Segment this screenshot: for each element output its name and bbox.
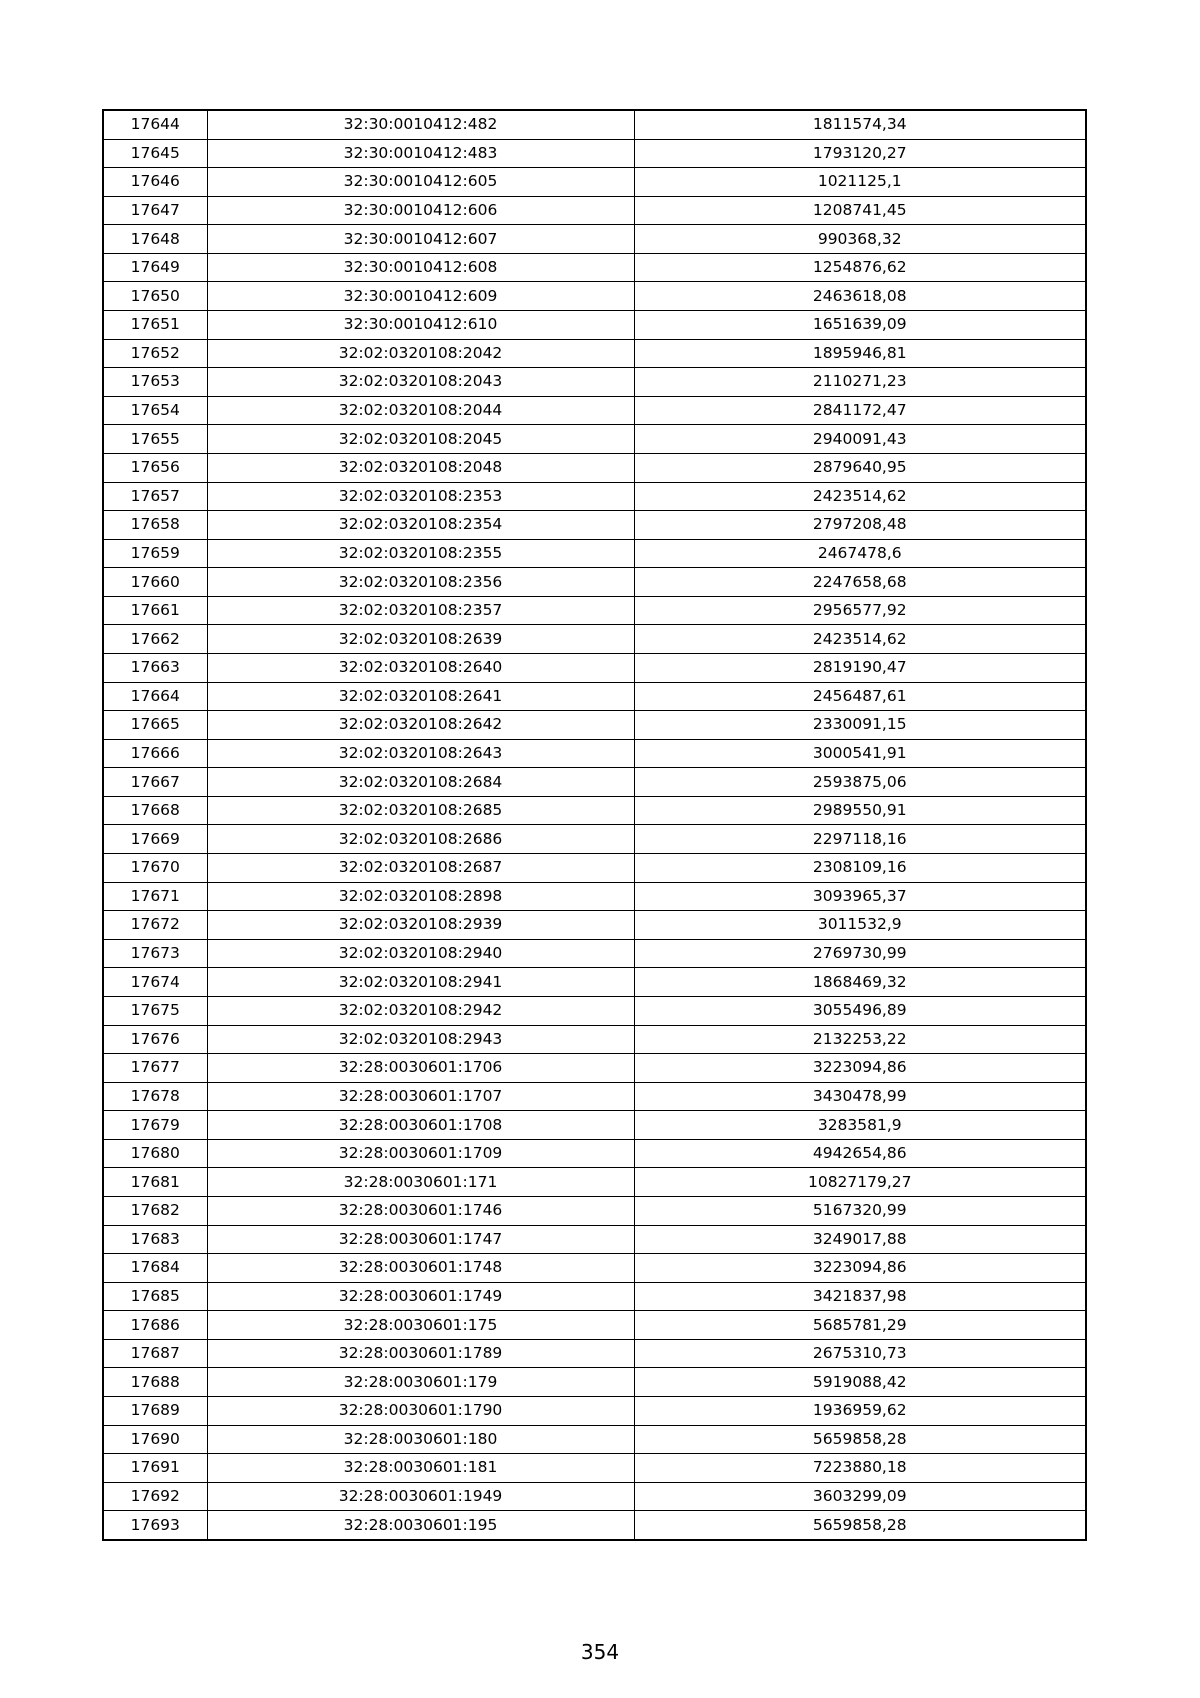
row-number-cell: 17687 — [103, 1339, 207, 1368]
page-number: 354 — [580, 1640, 620, 1664]
table-row — [103, 425, 1086, 454]
row-number-cell: 17692 — [103, 1482, 207, 1511]
table-row — [103, 596, 1086, 625]
table-row — [103, 653, 1086, 682]
row-number-cell: 17654 — [103, 396, 207, 425]
cadastral-number-cell: 32:28:0030601:1708 — [207, 1111, 634, 1140]
cadastral-number-cell: 32:28:0030601:195 — [207, 1511, 634, 1540]
cadastral-value-cell: 2423514,62 — [634, 625, 1086, 654]
cadastral-value-cell: 2463618,08 — [634, 282, 1086, 311]
cadastral-number-cell: 32:02:0320108:2640 — [207, 653, 634, 682]
table-body — [103, 110, 1086, 1540]
cadastral-value-cell: 3093965,37 — [634, 882, 1086, 911]
row-number-cell: 17659 — [103, 539, 207, 568]
cadastral-number-cell: 32:28:0030601:1789 — [207, 1339, 634, 1368]
table-row — [103, 253, 1086, 282]
table-row — [103, 511, 1086, 540]
cadastral-value-cell: 7223880,18 — [634, 1454, 1086, 1483]
row-number-cell: 17693 — [103, 1511, 207, 1540]
cadastral-value-cell: 4942654,86 — [634, 1139, 1086, 1168]
cadastral-value-cell: 2956577,92 — [634, 596, 1086, 625]
row-number-cell: 17674 — [103, 968, 207, 997]
cadastral-value-cell: 1021125,1 — [634, 168, 1086, 197]
cadastral-value-cell: 1895946,81 — [634, 339, 1086, 368]
table-row — [103, 711, 1086, 740]
row-number-cell: 17644 — [103, 110, 207, 139]
cadastral-number-cell: 32:02:0320108:2641 — [207, 682, 634, 711]
row-number-cell: 17651 — [103, 311, 207, 340]
cadastral-number-cell: 32:28:0030601:1790 — [207, 1397, 634, 1426]
row-number-cell: 17666 — [103, 739, 207, 768]
row-number-cell: 17656 — [103, 453, 207, 482]
table-row — [103, 739, 1086, 768]
cadastral-value-cell: 3430478,99 — [634, 1082, 1086, 1111]
table-row — [103, 1425, 1086, 1454]
cadastral-value-cell: 3055496,89 — [634, 996, 1086, 1025]
row-number-cell: 17677 — [103, 1054, 207, 1083]
table-row — [103, 1282, 1086, 1311]
table-row — [103, 368, 1086, 397]
cadastral-number-cell: 32:30:0010412:609 — [207, 282, 634, 311]
cadastral-value-cell: 2110271,23 — [634, 368, 1086, 397]
table-row — [103, 1254, 1086, 1283]
cadastral-value-cell: 3249017,88 — [634, 1225, 1086, 1254]
table-row — [103, 1054, 1086, 1083]
row-number-cell: 17675 — [103, 996, 207, 1025]
cadastral-number-cell: 32:02:0320108:2044 — [207, 396, 634, 425]
row-number-cell: 17645 — [103, 139, 207, 168]
cadastral-number-cell: 32:30:0010412:482 — [207, 110, 634, 139]
table-row — [103, 1368, 1086, 1397]
row-number-cell: 17671 — [103, 882, 207, 911]
table-row — [103, 825, 1086, 854]
cadastral-value-cell: 5659858,28 — [634, 1425, 1086, 1454]
row-number-cell: 17655 — [103, 425, 207, 454]
cadastral-value-cell: 2675310,73 — [634, 1339, 1086, 1368]
cadastral-number-cell: 32:02:0320108:2642 — [207, 711, 634, 740]
cadastral-value-cell: 5919088,42 — [634, 1368, 1086, 1397]
row-number-cell: 17647 — [103, 196, 207, 225]
cadastral-number-cell: 32:30:0010412:608 — [207, 253, 634, 282]
cadastral-value-cell: 2769730,99 — [634, 939, 1086, 968]
cadastral-value-cell: 2456487,61 — [634, 682, 1086, 711]
cadastral-value-cell: 2467478,6 — [634, 539, 1086, 568]
table-row — [103, 311, 1086, 340]
cadastral-number-cell: 32:02:0320108:2357 — [207, 596, 634, 625]
cadastral-number-cell: 32:28:0030601:1749 — [207, 1282, 634, 1311]
cadastral-number-cell: 32:28:0030601:171 — [207, 1168, 634, 1197]
table-row — [103, 168, 1086, 197]
cadastral-value-cell: 2247658,68 — [634, 568, 1086, 597]
row-number-cell: 17672 — [103, 911, 207, 940]
table-row — [103, 1225, 1086, 1254]
cadastral-number-cell: 32:28:0030601:180 — [207, 1425, 634, 1454]
row-number-cell: 17665 — [103, 711, 207, 740]
cadastral-number-cell: 32:02:0320108:2043 — [207, 368, 634, 397]
table-row — [103, 996, 1086, 1025]
cadastral-number-cell: 32:02:0320108:2898 — [207, 882, 634, 911]
table-row — [103, 1111, 1086, 1140]
row-number-cell: 17676 — [103, 1025, 207, 1054]
cadastral-number-cell: 32:28:0030601:1747 — [207, 1225, 634, 1254]
cadastral-number-cell: 32:28:0030601:1706 — [207, 1054, 634, 1083]
table-row — [103, 539, 1086, 568]
cadastral-number-cell: 32:02:0320108:2686 — [207, 825, 634, 854]
cadastral-value-cell: 3603299,09 — [634, 1482, 1086, 1511]
row-number-cell: 17661 — [103, 596, 207, 625]
row-number-cell: 17658 — [103, 511, 207, 540]
cadastral-value-cell: 3421837,98 — [634, 1282, 1086, 1311]
row-number-cell: 17657 — [103, 482, 207, 511]
cadastral-value-cell: 1793120,27 — [634, 139, 1086, 168]
cadastral-value-cell: 1868469,32 — [634, 968, 1086, 997]
row-number-cell: 17682 — [103, 1196, 207, 1225]
row-number-cell: 17683 — [103, 1225, 207, 1254]
table-row — [103, 568, 1086, 597]
table-row — [103, 1311, 1086, 1340]
row-number-cell: 17684 — [103, 1254, 207, 1283]
row-number-cell: 17685 — [103, 1282, 207, 1311]
cadastral-number-cell: 32:28:0030601:175 — [207, 1311, 634, 1340]
row-number-cell: 17664 — [103, 682, 207, 711]
table-row — [103, 1511, 1086, 1540]
table-row — [103, 196, 1086, 225]
table-row — [103, 110, 1086, 139]
row-number-cell: 17691 — [103, 1454, 207, 1483]
table-row — [103, 911, 1086, 940]
row-number-cell: 17681 — [103, 1168, 207, 1197]
table-row — [103, 1397, 1086, 1426]
row-number-cell: 17690 — [103, 1425, 207, 1454]
table-row — [103, 796, 1086, 825]
row-number-cell: 17673 — [103, 939, 207, 968]
table-row — [103, 1025, 1086, 1054]
row-number-cell: 17668 — [103, 796, 207, 825]
cadastral-number-cell: 32:28:0030601:181 — [207, 1454, 634, 1483]
cadastral-number-cell: 32:02:0320108:2639 — [207, 625, 634, 654]
row-number-cell: 17688 — [103, 1368, 207, 1397]
cadastral-number-cell: 32:02:0320108:2939 — [207, 911, 634, 940]
cadastral-number-cell: 32:30:0010412:605 — [207, 168, 634, 197]
cadastral-value-cell: 2297118,16 — [634, 825, 1086, 854]
table-row — [103, 282, 1086, 311]
table-row — [103, 1454, 1086, 1483]
cadastral-number-cell: 32:28:0030601:179 — [207, 1368, 634, 1397]
cadastral-value-cell: 2132253,22 — [634, 1025, 1086, 1054]
table-row — [103, 882, 1086, 911]
cadastral-number-cell: 32:30:0010412:483 — [207, 139, 634, 168]
table-row — [103, 453, 1086, 482]
row-number-cell: 17660 — [103, 568, 207, 597]
cadastral-number-cell: 32:02:0320108:2687 — [207, 854, 634, 883]
row-number-cell: 17667 — [103, 768, 207, 797]
row-number-cell: 17648 — [103, 225, 207, 254]
table-row — [103, 1168, 1086, 1197]
cadastral-value-cell: 1936959,62 — [634, 1397, 1086, 1426]
cadastral-number-cell: 32:02:0320108:2354 — [207, 511, 634, 540]
cadastral-number-cell: 32:02:0320108:2042 — [207, 339, 634, 368]
table-row — [103, 339, 1086, 368]
row-number-cell: 17662 — [103, 625, 207, 654]
row-number-cell: 17689 — [103, 1397, 207, 1426]
cadastral-value-cell: 2308109,16 — [634, 854, 1086, 883]
cadastral-value-cell: 2879640,95 — [634, 453, 1086, 482]
row-number-cell: 17678 — [103, 1082, 207, 1111]
cadastral-number-cell: 32:02:0320108:2045 — [207, 425, 634, 454]
cadastral-number-cell: 32:02:0320108:2684 — [207, 768, 634, 797]
cadastral-value-cell: 10827179,27 — [634, 1168, 1086, 1197]
cadastral-value-cell: 990368,32 — [634, 225, 1086, 254]
cadastral-value-cell: 3223094,86 — [634, 1054, 1086, 1083]
cadastral-value-cell: 1651639,09 — [634, 311, 1086, 340]
table-row — [103, 854, 1086, 883]
row-number-cell: 17680 — [103, 1139, 207, 1168]
row-number-cell: 17649 — [103, 253, 207, 282]
table-row — [103, 225, 1086, 254]
row-number-cell: 17646 — [103, 168, 207, 197]
cadastral-value-cell: 3283581,9 — [634, 1111, 1086, 1140]
row-number-cell: 17653 — [103, 368, 207, 397]
row-number-cell: 17663 — [103, 653, 207, 682]
cadastral-number-cell: 32:28:0030601:1949 — [207, 1482, 634, 1511]
cadastral-value-cell: 2330091,15 — [634, 711, 1086, 740]
table-row — [103, 1482, 1086, 1511]
cadastral-number-cell: 32:02:0320108:2643 — [207, 739, 634, 768]
cadastral-value-cell: 2423514,62 — [634, 482, 1086, 511]
cadastral-value-cell: 2841172,47 — [634, 396, 1086, 425]
cadastral-value-cell: 2797208,48 — [634, 511, 1086, 540]
cadastral-number-cell: 32:28:0030601:1709 — [207, 1139, 634, 1168]
row-number-cell: 17650 — [103, 282, 207, 311]
cadastral-number-cell: 32:02:0320108:2942 — [207, 996, 634, 1025]
table-row — [103, 939, 1086, 968]
table-row — [103, 1082, 1086, 1111]
cadastral-number-cell: 32:30:0010412:606 — [207, 196, 634, 225]
cadastral-number-cell: 32:02:0320108:2941 — [207, 968, 634, 997]
cadastral-value-cell: 2593875,06 — [634, 768, 1086, 797]
cadastral-value-cell: 1254876,62 — [634, 253, 1086, 282]
table-row — [103, 625, 1086, 654]
cadastral-value-cell: 1208741,45 — [634, 196, 1086, 225]
row-number-cell: 17652 — [103, 339, 207, 368]
cadastral-number-cell: 32:28:0030601:1707 — [207, 1082, 634, 1111]
row-number-cell: 17670 — [103, 854, 207, 883]
table-row — [103, 768, 1086, 797]
cadastral-value-cell: 3223094,86 — [634, 1254, 1086, 1283]
cadastral-value-cell: 2819190,47 — [634, 653, 1086, 682]
cadastral-value-cell: 5659858,28 — [634, 1511, 1086, 1540]
table-row — [103, 968, 1086, 997]
cadastral-value-table — [102, 109, 1087, 1541]
cadastral-number-cell: 32:02:0320108:2353 — [207, 482, 634, 511]
cadastral-number-cell: 32:02:0320108:2943 — [207, 1025, 634, 1054]
cadastral-number-cell: 32:30:0010412:610 — [207, 311, 634, 340]
cadastral-value-cell: 2989550,91 — [634, 796, 1086, 825]
row-number-cell: 17686 — [103, 1311, 207, 1340]
table-row — [103, 682, 1086, 711]
row-number-cell: 17669 — [103, 825, 207, 854]
cadastral-number-cell: 32:02:0320108:2355 — [207, 539, 634, 568]
cadastral-number-cell: 32:28:0030601:1746 — [207, 1196, 634, 1225]
table-row — [103, 1139, 1086, 1168]
cadastral-number-cell: 32:02:0320108:2356 — [207, 568, 634, 597]
cadastral-value-cell: 2940091,43 — [634, 425, 1086, 454]
cadastral-value-cell: 1811574,34 — [634, 110, 1086, 139]
row-number-cell: 17679 — [103, 1111, 207, 1140]
table-row — [103, 1196, 1086, 1225]
cadastral-number-cell: 32:30:0010412:607 — [207, 225, 634, 254]
cadastral-number-cell: 32:02:0320108:2685 — [207, 796, 634, 825]
cadastral-value-cell: 5685781,29 — [634, 1311, 1086, 1340]
cadastral-number-cell: 32:02:0320108:2048 — [207, 453, 634, 482]
cadastral-value-cell: 3000541,91 — [634, 739, 1086, 768]
table-row — [103, 482, 1086, 511]
table-row — [103, 1339, 1086, 1368]
table-row — [103, 139, 1086, 168]
cadastral-number-cell: 32:28:0030601:1748 — [207, 1254, 634, 1283]
cadastral-value-cell: 3011532,9 — [634, 911, 1086, 940]
cadastral-number-cell: 32:02:0320108:2940 — [207, 939, 634, 968]
cadastral-value-cell: 5167320,99 — [634, 1196, 1086, 1225]
table-row — [103, 396, 1086, 425]
